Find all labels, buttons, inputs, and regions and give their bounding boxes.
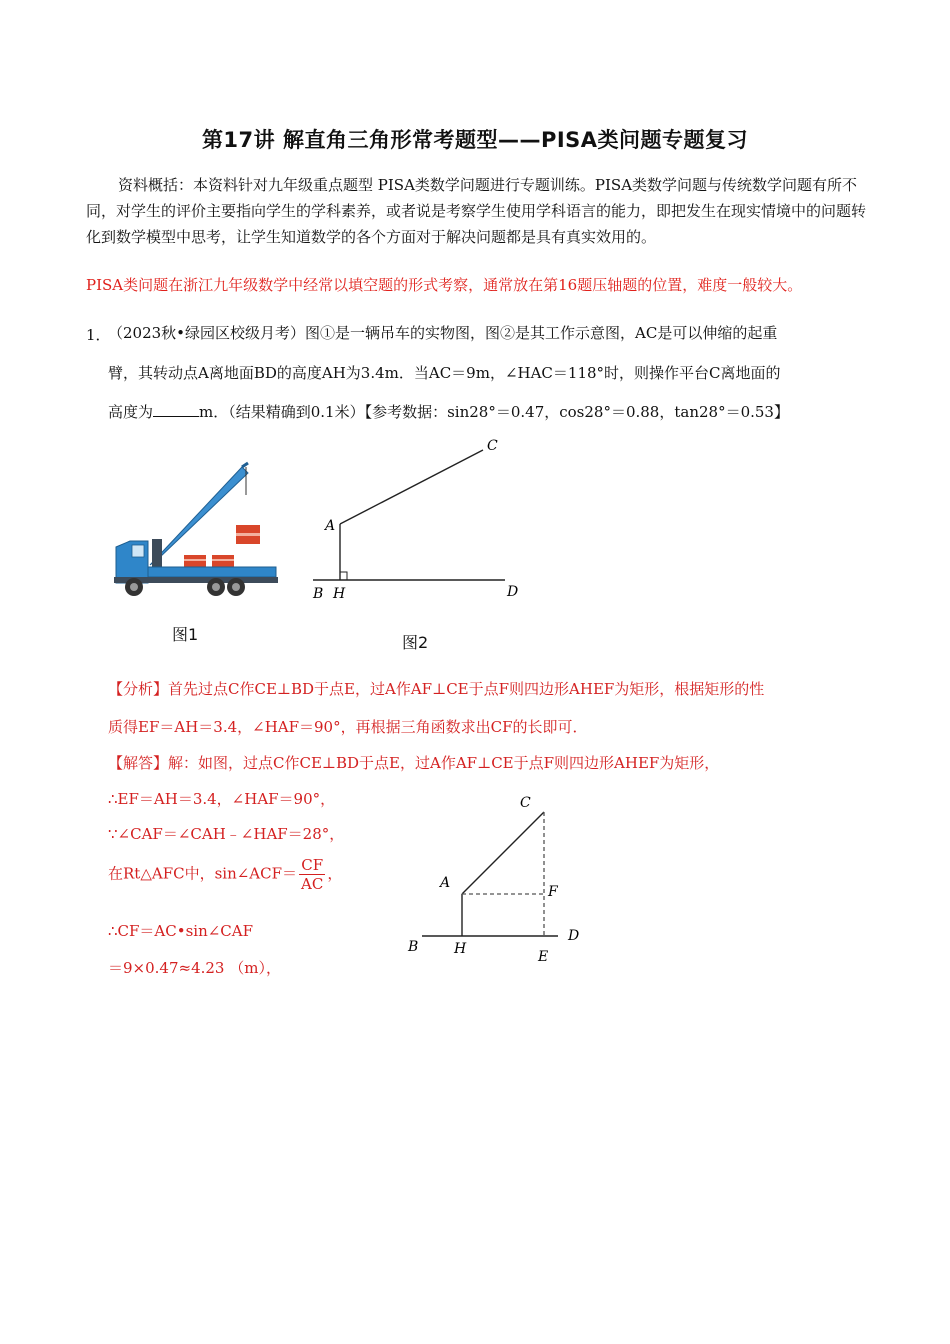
segment-ac <box>462 812 544 894</box>
label-h: H <box>454 941 467 957</box>
label-d: D <box>507 584 519 600</box>
label-c: C <box>520 795 531 811</box>
label-b: B <box>408 939 419 955</box>
label-c: C <box>487 438 498 454</box>
solution-line-4-suffix: ， <box>327 864 343 883</box>
label-a: A <box>325 518 336 534</box>
question-line-2: 臂，其转动点A离地面BD的高度AH为3.4m．当AC＝9m，∠HAC＝118°时，则操作平台C离地面的 <box>108 364 781 382</box>
label-f: F <box>548 884 558 900</box>
question-number: 1． <box>86 326 111 344</box>
question-line-1: （2023秋•绿园区校级月考）图①是一辆吊车的实物图，图②是其工作示意图，AC是可以伸缩的起重 <box>108 324 778 342</box>
figure-2-caption: 图2 <box>402 633 429 652</box>
answer-blank[interactable] <box>153 402 199 417</box>
label-b: B <box>313 586 324 602</box>
label-h: H <box>333 586 346 602</box>
fraction-cf-over-ac <box>299 856 325 893</box>
solution-line-4-prefix: 在Rt△AFC中，sin∠ACF＝ <box>108 864 298 883</box>
question-line-3-prefix: 高度为 <box>108 403 154 421</box>
solution-line-1: 【解答】解：如图，过点C作CE⊥BD于点E，过A作AF⊥CE于点F则四边形AHEF为矩形， <box>108 754 720 772</box>
solution-line-4 <box>108 856 342 893</box>
label-d: D <box>568 928 580 944</box>
fraction-denominator: AC <box>301 875 324 893</box>
analysis-line-1: 【分析】首先过点C作CE⊥BD于点E，过A作AF⊥CE于点F则四边形AHEF为矩形，根据矩形的性 <box>108 680 765 698</box>
label-e: E <box>538 949 549 965</box>
label-a: A <box>440 875 451 891</box>
solution-line-2: ∴EF＝AH＝3.4，∠HAF＝90°， <box>108 790 336 808</box>
right-angle-mark <box>340 572 347 580</box>
question-line-3 <box>108 401 789 422</box>
solution-diagram <box>400 790 590 970</box>
exam-note: PISA类问题在浙江九年级数学中经常以填空题的形式考察，通常放在第16题压轴题的位置，难度一般较大。 <box>86 276 803 294</box>
crane-truck-image <box>108 455 283 605</box>
solution-line-3: ∵∠CAF＝∠CAH﹣∠HAF＝28°， <box>108 825 345 843</box>
fraction-numerator: CF <box>299 856 325 875</box>
page-title: 第17讲 解直角三角形常考题型——PISA类问题专题复习 <box>201 128 749 152</box>
figure-1-caption: 图1 <box>172 625 199 644</box>
question-line-3-suffix: m．（结果精确到0.1米）【参考数据：sin28°＝0.47，cos28°＝0.88，tan28°＝0.53】 <box>199 403 789 421</box>
boom-ac <box>340 450 483 524</box>
solution-line-5: ∴CF＝AC•sin∠CAF <box>108 922 254 940</box>
figure-2-diagram <box>305 432 530 607</box>
analysis-line-2: 质得EF＝AH＝3.4，∠HAF＝90°，再根据三角函数求出CF的长即可． <box>108 718 588 736</box>
overview-paragraph: 资料概括：本资料针对九年级重点题型 PISA类数学问题进行专题训练。PISA类数学问题与传统数学问题有所不同，对学生的评价主要指向学生的学科素养，或者说是考察学生使用学科语言的能力，即把发生在现实情境中的问题转化到数学模型中思考，让学生知道数学的各个方面对于解决问题都是具有真实效用的。 <box>86 176 867 246</box>
solution-line-6: ＝9×0.47≈4.23 （m）， <box>108 959 281 977</box>
